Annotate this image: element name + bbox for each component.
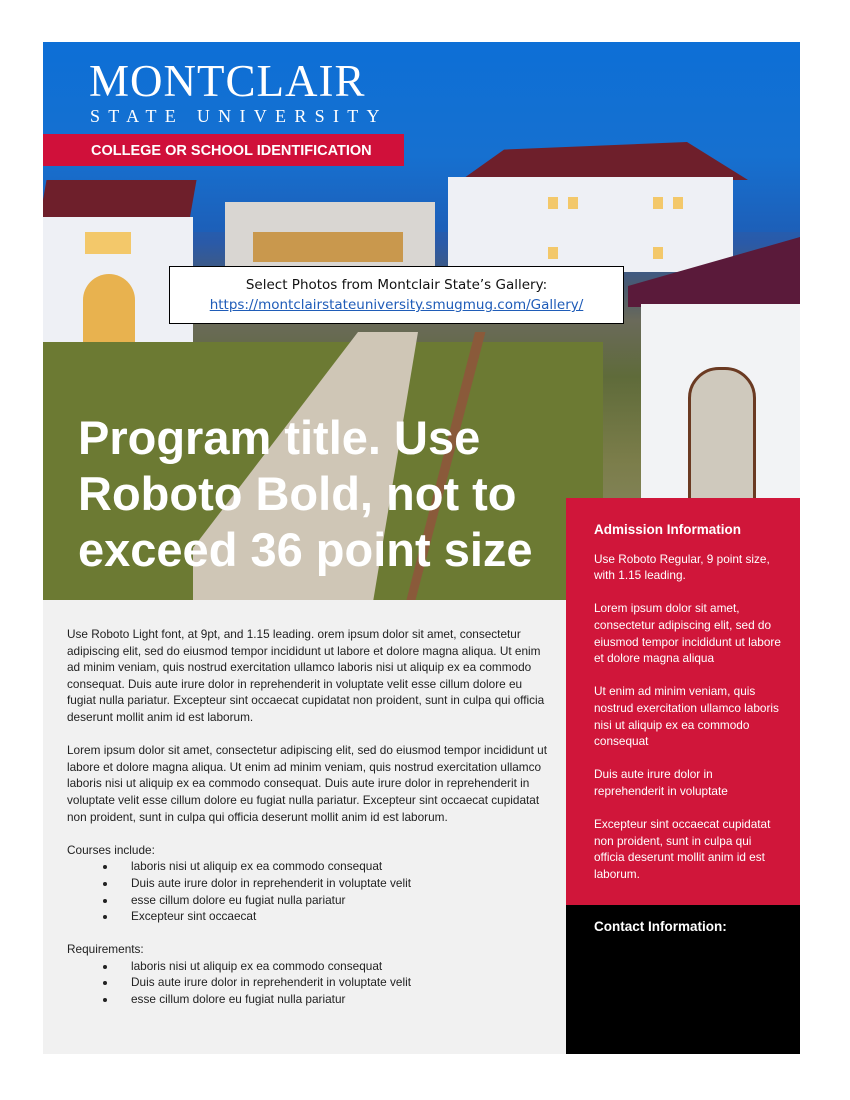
admission-paragraph: Ut enim ad minim veniam, quis nostrud exercitation ullamco laboris nisi ut aliquip ex ea commodo consequat (594, 684, 779, 749)
window (568, 197, 578, 209)
admission-paragraph: Duis aute irure dolor in reprehenderit in voluptate (594, 767, 728, 798)
list-item: • laboris nisi ut aliquip ex ea commodo consequat (117, 958, 547, 975)
requirements-label: Requirements: (67, 942, 144, 957)
arched-window (688, 367, 756, 508)
admission-paragraph: Excepteur sint occaecat cupidatat non proident, sunt in culpa qui officia deserunt mollit anim id est laborum. (594, 817, 771, 881)
admission-title: Admission Information (594, 522, 742, 537)
university-logo-wordmark: MONTCLAIR (89, 56, 366, 106)
university-logo-subtitle: STATE UNIVERSITY (90, 106, 388, 126)
gallery-link[interactable]: https://montclairstateuniversity.smugmug.com/Gallery/ (209, 297, 584, 313)
body-paragraph: Lorem ipsum dolor sit amet, consectetur adipiscing elit, sed do eiusmod tempor incididunt ut labore et dolore magna aliqua. Ut enim ad minim veniam, quis nostrud exercitation ullamco laboris nisi ut aliquip ex ea commodo consequat. Duis aute irure dolor in reprehenderit in voluptate velit esse cillum dolore eu fugiat nulla pariatur. Excepteur sint occaecat cupidatat non proident, sunt in culpa qui officia deserunt mollit anim id est laborum. (67, 743, 547, 824)
window (85, 232, 131, 254)
admission-paragraph: Lorem ipsum dolor sit amet, consectetur adipiscing elit, sed do eiusmod tempor incididunt ut labore et dolore magna aliqua (594, 601, 781, 666)
center-windows (253, 232, 403, 262)
body-paragraph: Use Roboto Light font, at 9pt, and 1.15 leading. orem ipsum dolor sit amet, consectetur adipiscing elit, sed do eiusmod tempor incididunt ut labore et dolore magna aliqua. Ut enim ad minim veniam, quis nostrud exercitation ullamco laboris nisi ut aliquip ex ea commodo consequat. Duis aute irure dolor in reprehenderit in voluptate velit esse cillum dolore eu fugiat nulla pariatur. Excepteur sint occaecat cupidatat non proident, sunt in culpa qui officia deserunt mollit anim id est laborum. (67, 627, 545, 724)
program-title: Program title. Use Roboto Bold, not to exceed 36 point size (78, 411, 533, 576)
list-item: • Excepteur sint occaecat (117, 908, 547, 925)
window (548, 247, 558, 259)
contact-title: Contact Information: (594, 919, 727, 934)
contact-panel (566, 905, 800, 1054)
gallery-note-box (169, 266, 624, 324)
window (653, 247, 663, 259)
admission-panel (566, 498, 800, 905)
gallery-note-label: Select Photos from Montclair State’s Gallery: (245, 277, 548, 293)
window (548, 197, 558, 209)
right-building (448, 177, 733, 272)
requirements-list (67, 958, 547, 1008)
admission-paragraph: Use Roboto Regular, 9 point size, with 1.15 leading. (594, 551, 770, 583)
body-content (67, 626, 547, 1024)
window (673, 197, 683, 209)
college-id-label: COLLEGE OR SCHOOL IDENTIFICATION (91, 143, 372, 159)
list-item: • Duis aute irure dolor in reprehenderit in voluptate velit (117, 875, 547, 892)
list-item: • esse cillum dolore eu fugiat nulla pariatur (117, 892, 547, 909)
left-building-roof (43, 180, 197, 220)
list-item: • esse cillum dolore eu fugiat nulla pariatur (117, 991, 547, 1008)
list-item: • laboris nisi ut aliquip ex ea commodo consequat (117, 858, 547, 875)
courses-label: Courses include: (67, 842, 155, 857)
courses-list (67, 858, 547, 924)
list-item: • Duis aute irure dolor in reprehenderit in voluptate velit (117, 974, 547, 991)
arched-window (83, 274, 135, 342)
flyer-page (43, 42, 800, 1054)
window (653, 197, 663, 209)
